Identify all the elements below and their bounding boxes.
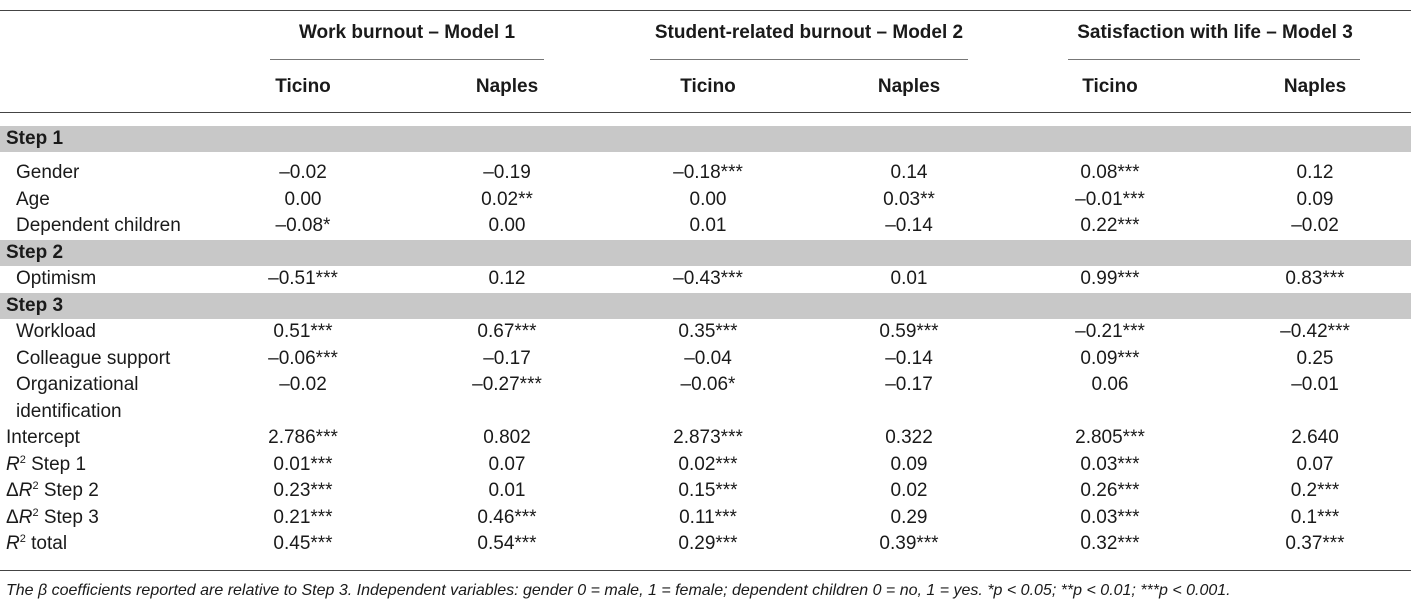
row-label-text: Step 2 [38, 480, 99, 501]
table-cell: 0.26*** [1080, 480, 1140, 501]
table-cell: 0.02 [890, 480, 928, 501]
step-3-band [0, 293, 1411, 319]
table-cell: 0.01 [488, 480, 526, 501]
row-label-continuation: identification [16, 401, 122, 422]
table-cell: 0.07 [1296, 454, 1334, 475]
table-cell: 0.01 [890, 268, 928, 289]
table-cell: 0.1*** [1290, 507, 1340, 528]
table-row [0, 266, 1411, 292]
table-row [0, 425, 1411, 451]
row-label [6, 505, 99, 531]
table-cell: –0.08* [275, 215, 331, 236]
table-cell: –0.18*** [673, 162, 743, 183]
superscript: 2 [32, 507, 39, 519]
table-cell: 2.805*** [1075, 427, 1145, 448]
superscript: 2 [32, 480, 39, 492]
subheader-ticino-3: Ticino [1082, 76, 1138, 97]
header-bottom-rule [0, 112, 1411, 113]
table-row [0, 346, 1411, 372]
step-2-label: Step 2 [6, 242, 64, 263]
table-cell: 2.873*** [673, 427, 743, 448]
r-symbol: R [6, 533, 20, 554]
row-label: Workload [16, 321, 96, 342]
group-underline-3 [1068, 59, 1360, 60]
table-cell: 0.802 [483, 427, 531, 448]
table-cell: 0.45*** [273, 533, 333, 554]
subheader-ticino-1: Ticino [275, 76, 331, 97]
row-label: Age [16, 189, 50, 210]
table-cell: 0.29*** [678, 533, 738, 554]
table-cell: 0.12 [1296, 162, 1334, 183]
row-label: Dependent children [16, 215, 181, 236]
r-symbol: R [18, 507, 33, 528]
row-label: Optimism [16, 268, 97, 289]
table-top-rule [0, 10, 1411, 11]
table-cell: 0.322 [885, 427, 933, 448]
row-label [6, 478, 99, 504]
table-cell: 0.99*** [1080, 268, 1140, 289]
table-cell: 0.03*** [1080, 454, 1140, 475]
r-symbol: R [18, 480, 33, 501]
subheader-naples-3: Naples [1283, 76, 1347, 97]
delta-symbol: Δ [6, 480, 19, 501]
table-cell: 0.09 [890, 454, 928, 475]
table-cell: –0.04 [684, 348, 732, 369]
table-cell: –0.06* [680, 374, 736, 395]
superscript: 2 [19, 454, 26, 466]
row-label: Organizational [16, 374, 139, 395]
group-underline-2 [650, 59, 968, 60]
table-bottom-rule [0, 570, 1411, 571]
table-cell: –0.17 [483, 348, 531, 369]
table-cell: 0.21*** [273, 507, 333, 528]
table-cell: 0.02** [481, 189, 533, 210]
table-cell: –0.01 [1291, 374, 1339, 395]
table-cell: 0.00 [689, 189, 727, 210]
table-cell: –0.14 [885, 215, 933, 236]
step-3-label: Step 3 [6, 295, 64, 316]
table-cell: 0.67*** [477, 321, 537, 342]
table-cell: –0.43*** [673, 268, 743, 289]
table-cell: 0.03** [883, 189, 935, 210]
table-cell: 0.83*** [1285, 268, 1345, 289]
table-row [0, 505, 1411, 531]
table-row [0, 452, 1411, 478]
table-cell: 2.786*** [268, 427, 338, 448]
step-1-band [0, 126, 1411, 152]
table-cell: 0.07 [488, 454, 526, 475]
row-label: Colleague support [16, 348, 171, 369]
table-cell: 0.11*** [679, 507, 737, 528]
table-cell: 0.29 [890, 507, 928, 528]
table-cell: 0.03*** [1080, 507, 1140, 528]
table-cell: 0.23*** [273, 480, 333, 501]
table-cell: 0.25 [1296, 348, 1334, 369]
table-cell: –0.19 [483, 162, 531, 183]
table-cell: –0.01*** [1075, 189, 1145, 210]
table-cell: –0.51*** [268, 268, 338, 289]
table-row [0, 478, 1411, 504]
table-row [0, 531, 1411, 557]
group-header-work-burnout: Work burnout – Model 1 [298, 22, 516, 43]
table-cell: 0.00 [284, 189, 322, 210]
r-symbol: R [6, 454, 20, 475]
table-footnote: The β coefficients reported are relative to Step 3. Independent variables: gender 0 = male, 1 = female; dependent children 0 = no, 1 = yes. *p < 0.05; **p < 0.01; ***p < 0.001. [6, 582, 1231, 599]
step-1-label: Step 1 [6, 128, 64, 149]
table-cell: 0.01 [689, 215, 727, 236]
step-2-band [0, 240, 1411, 266]
table-cell: –0.02 [1291, 215, 1339, 236]
table-cell: 0.51*** [273, 321, 333, 342]
row-label: Intercept [6, 427, 80, 448]
table-cell: 0.39*** [879, 533, 939, 554]
subheader-ticino-2: Ticino [680, 76, 736, 97]
table-cell: –0.27*** [472, 374, 542, 395]
table-cell: –0.21*** [1075, 321, 1145, 342]
table-cell: 0.01*** [273, 454, 333, 475]
table-cell: 0.35*** [678, 321, 738, 342]
table-cell: 2.640 [1291, 427, 1339, 448]
table-cell: 0.08*** [1080, 162, 1140, 183]
table-row [0, 372, 1411, 398]
table-cell: 0.02*** [678, 454, 738, 475]
table-cell: 0.06 [1091, 374, 1129, 395]
table-cell: 0.32*** [1080, 533, 1140, 554]
table-row [0, 213, 1411, 239]
table-cell: 0.37*** [1285, 533, 1345, 554]
row-label-text: total [25, 533, 68, 554]
group-underline-1 [270, 59, 544, 60]
row-label: Gender [16, 162, 80, 183]
table-row-continuation [0, 399, 1411, 425]
table-cell: –0.17 [885, 374, 933, 395]
subheader-naples-2: Naples [877, 76, 941, 97]
table-cell: 0.2*** [1290, 480, 1340, 501]
row-label-text: Step 3 [38, 507, 99, 528]
table-cell: –0.42*** [1280, 321, 1350, 342]
table-cell: 0.09*** [1080, 348, 1140, 369]
table-cell: 0.14 [890, 162, 928, 183]
table-cell: –0.06*** [268, 348, 338, 369]
superscript: 2 [19, 533, 26, 545]
table-cell: 0.09 [1296, 189, 1334, 210]
table-cell: 0.15*** [678, 480, 738, 501]
table-cell: 0.46*** [477, 507, 537, 528]
table-row [0, 319, 1411, 345]
table-cell: –0.02 [279, 162, 327, 183]
table-cell: 0.12 [488, 268, 526, 289]
table-cell: –0.14 [885, 348, 933, 369]
table-cell: 0.22*** [1080, 215, 1140, 236]
row-label-text: Step 1 [25, 454, 87, 475]
subheader-naples-1: Naples [475, 76, 539, 97]
table-cell: 0.59*** [879, 321, 939, 342]
table-row [0, 160, 1411, 186]
table-cell: 0.00 [488, 215, 526, 236]
table-cell: –0.02 [279, 374, 327, 395]
row-label [6, 452, 86, 478]
row-label [6, 531, 67, 557]
group-header-student-burnout: Student-related burnout – Model 2 [654, 22, 964, 43]
delta-symbol: Δ [6, 507, 19, 528]
table-row [0, 187, 1411, 213]
group-header-satisfaction: Satisfaction with life – Model 3 [1077, 22, 1353, 43]
table-cell: 0.54*** [477, 533, 537, 554]
